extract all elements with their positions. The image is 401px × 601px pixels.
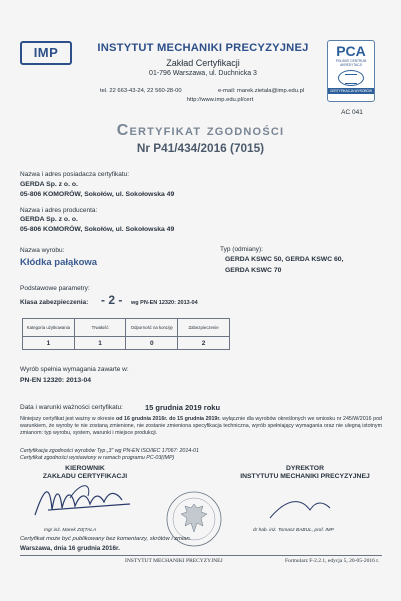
- product-label: Nazwa wyrobu:: [20, 247, 65, 254]
- table-header-cell: Kategoria użytkowania: [23, 319, 75, 337]
- certification-type-note: Certyfikacja zgodności wyrobów Typ „3” wg PN-EN ISO/IEC 17067: 2014-01: [20, 448, 199, 454]
- holder-name: GERDA Sp. z o. o.: [20, 181, 78, 188]
- paragraph-dates: od 16 grudnia 2016r. do 15 grudnia 2019r.: [115, 416, 221, 422]
- class-label: Klasa zabezpieczenia:: [20, 299, 89, 306]
- product-name: Kłódka pałąkowa: [20, 257, 98, 268]
- department-name: Zakład Certyfikacji: [166, 58, 240, 68]
- table-header-row: [23, 319, 230, 337]
- table-cell: 0: [126, 337, 178, 350]
- table-header-cell: Zabezpieczenie: [178, 319, 230, 337]
- params-table: [22, 318, 230, 350]
- right-signature-title: [228, 465, 382, 481]
- paragraph-part-1: Niniejszy certyfikat jest ważny w okresie: [20, 416, 115, 422]
- type-line-1: GERDA KSWC 50, GERDA KSWC 60,: [225, 256, 344, 263]
- left-signature-title: [20, 465, 150, 481]
- phone-text: tel. 22 663-43-24, 22 560-28-00: [100, 88, 182, 94]
- issue-place-date: Warszawa, dnia 16 grudnia 2016r.: [20, 545, 120, 552]
- type-line-2: GERDA KSWC 70: [225, 267, 282, 274]
- producer-label: Nazwa i adres producenta:: [20, 207, 98, 214]
- footer-form-id: Formularz F-2.2.1, edycja 5, 20-05-2016 r.: [285, 558, 380, 564]
- right-signatory-name: dr hab. inż. Tomasz BABUL, prof. IMP: [253, 528, 334, 533]
- producer-address: 05-806 KOMORÓW, Sokołów, ul. Sokołowska 49: [20, 226, 175, 233]
- certification-program-note: Certyfikat zgodności wystawiony w ramach programu PC-03(IMP): [20, 455, 175, 461]
- imp-logo: [20, 41, 72, 65]
- requirements-standard: PN-EN 12320: 2013-04: [20, 377, 92, 384]
- pca-emblem-icon: [338, 70, 364, 86]
- table-cell: 1: [23, 337, 75, 350]
- validity-paragraph: [20, 416, 382, 438]
- paragraph-part-2: wyłącznie dla wyrobów określonych we wniosku nr 245/W/2016 pod warunkiem, że wyroby te nie zostaną zmienione, nie zostanie zmieniona specyfikacja techniczna, wyrób spełniający wymagania oraz nie ulegną istotnym zmianom: typ wyrobu, system, warunki i miejsce produkcji.: [20, 416, 382, 437]
- pca-band-text: CERTYFIKACJA WYROBÓW: [329, 89, 373, 93]
- requirements-label: Wyrób spełnia wymagania zawarte w:: [20, 366, 129, 373]
- logo-text: IMP: [33, 45, 59, 60]
- footer-divider: [20, 555, 382, 556]
- pca-accreditation-logo: [327, 40, 375, 102]
- certificate-number: Nr P41/434/2016 (7015): [136, 141, 265, 155]
- table-cell: 1: [74, 337, 126, 350]
- pca-org-text: POLSKIE CENTRUM AKREDYTACJI: [335, 59, 367, 67]
- params-label: Podstawowe parametry:: [20, 285, 90, 292]
- left-signature-scribble: [30, 480, 140, 525]
- holder-label: Nazwa i adres posiadacza certyfikatu:: [20, 171, 130, 178]
- class-norm: wg PN-EN 12320: 2013-04: [131, 300, 198, 306]
- type-label: Typ (odmiany):: [220, 246, 263, 253]
- footer-institute: INSTYTUT MECHANIKI PRECYZYJNEJ: [125, 558, 223, 564]
- right-signature-scribble: [250, 490, 350, 525]
- class-value: - 2 -: [101, 293, 123, 307]
- validity-label: Data i warunki ważności certyfikatu:: [20, 404, 123, 411]
- table-row: [23, 337, 230, 350]
- publication-note: Certyfikat może być publikowany bez komentarzy, skrótów i zmian.: [20, 536, 192, 542]
- right-title-line-1: DYREKTOR: [285, 465, 325, 472]
- contact-line: [100, 88, 325, 94]
- holder-address: 05-806 KOMORÓW, Sokołów, ul. Sokołowska 49: [20, 191, 175, 198]
- left-title-line-2: ZAKŁADU CERTYFIKACJI: [42, 473, 128, 480]
- producer-name: GERDA Sp. z o. o.: [20, 216, 78, 223]
- pca-logo-text: PCA: [336, 43, 366, 59]
- document-title: Certyfikat zgodności: [116, 122, 285, 139]
- left-signatory-name: mgr inż. Marek ZIĘTALA: [44, 528, 97, 533]
- email-text: e-mail: marek.zietala@imp.edu.pl: [218, 88, 305, 94]
- right-title-line-2: INSTYTUTU MECHANIKI PRECYZYJNEJ: [240, 473, 370, 480]
- validity-date: 15 grudnia 2019 roku: [145, 403, 221, 412]
- table-header-cell: Trwałość: [74, 319, 126, 337]
- institute-address: 01-796 Warszawa, ul. Duchnicka 3: [149, 70, 257, 77]
- table-header-cell: Odporność na korozję: [126, 319, 178, 337]
- table-cell: 2: [178, 337, 230, 350]
- institute-name: INSTYTUT MECHANIKI PRECYZYJNEJ: [97, 42, 309, 54]
- accreditation-number: AC 041: [341, 109, 363, 116]
- left-title-line-1: KIEROWNIK: [65, 465, 105, 472]
- website-link[interactable]: http://www.imp.edu.pl/cert: [186, 97, 254, 103]
